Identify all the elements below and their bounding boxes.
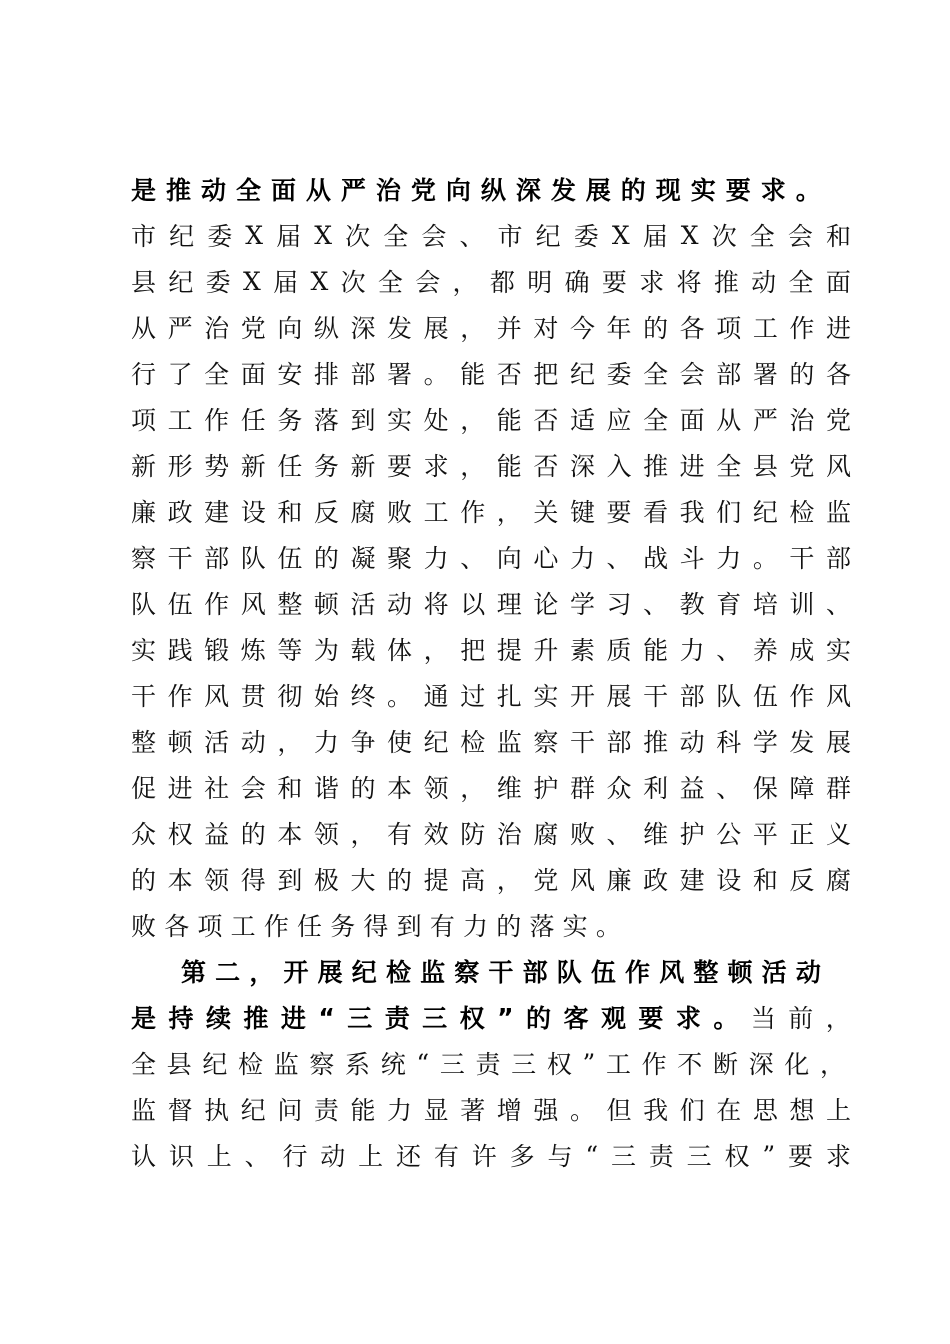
text-line: 促 进 社 会 和 谐 的 本 领 ， 维 护 群 众 利 益 、 保 障 群 [131,774,851,803]
text-line: 全 县 纪 检 监 察 系 统 “ 三 责 三 权 ” 工 作 不 断 深 化 ， [131,1048,845,1079]
text-line: 整 顿 活 动 ， 力 争 使 纪 检 监 察 干 部 推 动 科 学 发 展 [131,728,851,757]
text-line: 市 纪 委 X 届 X 次 全 会 、 市 纪 委 X 届 X 次 全 会 和 [131,220,851,251]
text-line: 队 伍 作 风 整 顿 活 动 将 以 理 论 学 习 、 教 育 培 训 、 [131,590,851,619]
text-line: 干 作 风 贯 彻 始 终 。 通 过 扎 实 开 展 干 部 队 伍 作 风 [131,682,851,711]
text-line: 监 督 执 纪 问 责 能 力 显 著 增 强 。 但 我 们 在 思 想 上 [131,1096,851,1125]
text-line: 认 识 上 、 行 动 上 还 有 许 多 与 “ 三 责 三 权 ” 要 求 [131,1140,851,1171]
text-line: 是 持 续 推 进 “ 三 责 三 权 ” 的 客 观 要 求 。 当 前 ， [131,1002,851,1033]
text-line: 新 形 势 新 任 务 新 要 求 ， 能 否 深 入 推 进 全 县 党 风 [131,452,851,481]
text-line: 廉 政 建 设 和 反 腐 败 工 作 ， 关 键 要 看 我 们 纪 检 监 [131,498,851,527]
text-line: 第 二 ， 开 展 纪 检 监 察 干 部 队 伍 作 风 整 顿 活 动 [181,958,821,987]
text-line: 众 权 益 的 本 领 ， 有 效 防 治 腐 败 、 维 护 公 平 正 义 [131,820,851,849]
text-line: 县 纪 委 X 届 X 次 全 会 ， 都 明 确 要 求 将 推 动 全 面 [131,266,851,297]
document-body [131,166,851,1178]
text-line: 行 了 全 面 安 排 部 署 。 能 否 把 纪 委 全 会 部 署 的 各 [131,360,851,389]
text-line: 从 严 治 党 向 纵 深 发 展 ， 并 对 今 年 的 各 项 工 作 进 [131,314,851,343]
text-line: 项 工 作 任 务 落 到 实 处 ， 能 否 适 应 全 面 从 严 治 党 [131,406,851,435]
text-line: 实 践 锻 炼 等 为 载 体 ， 把 提 升 素 质 能 力 、 养 成 实 [131,636,851,665]
text-line: 的 本 领 得 到 极 大 的 提 高 ， 党 风 廉 政 建 设 和 反 腐 [131,866,851,895]
text-line: 察 干 部 队 伍 的 凝 聚 力 、 向 心 力 、 战 斗 力 。 干 部 [131,544,851,573]
text-line: 败 各 项 工 作 任 务 得 到 有 力 的 落 实 。 [131,912,621,941]
text-line: 是 推 动 全 面 从 严 治 党 向 纵 深 发 展 的 现 实 要 求 。 [131,176,821,205]
